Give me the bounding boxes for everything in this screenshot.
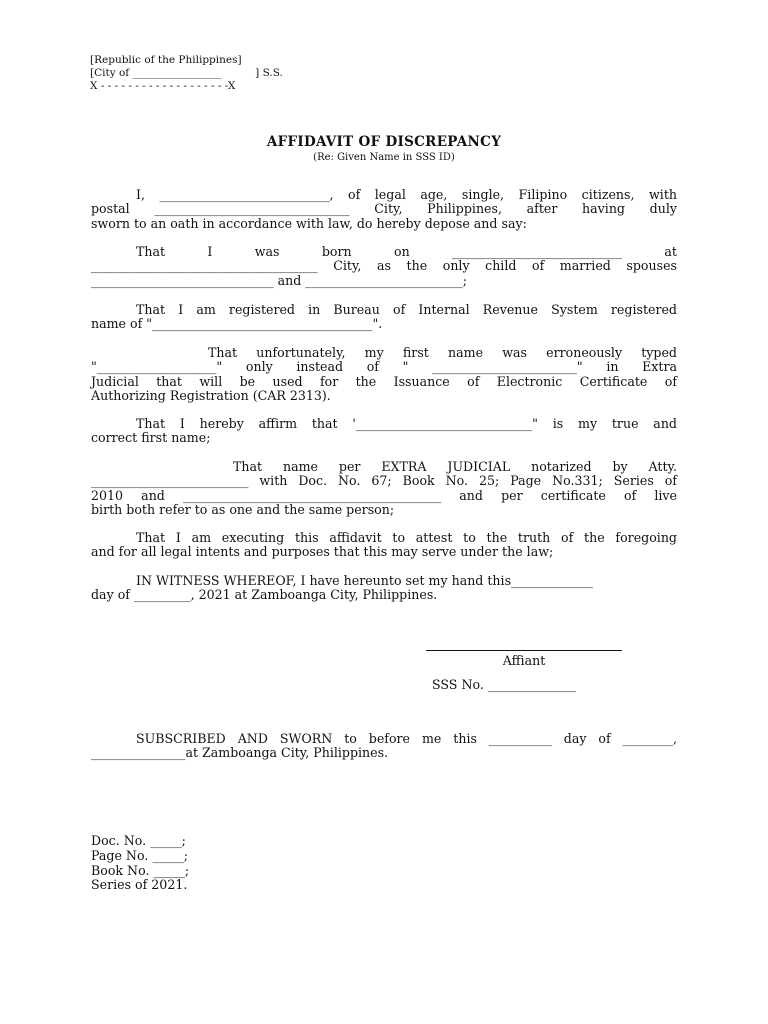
signature-line	[426, 650, 622, 651]
notarial-register-block	[91, 834, 189, 893]
intro-line-1: I, ___________________________, of legal age, single, Filipino citizens, with	[136, 187, 677, 202]
paragraph-jurat	[91, 732, 677, 761]
series-line: Series of 2021.	[91, 877, 188, 893]
paragraph-birth	[91, 245, 677, 288]
extra-judicial-line-1: That name per EXTRA JUDICIAL notarized by Atty.	[233, 459, 677, 474]
venue-header	[90, 54, 283, 93]
witness-line-1: IN WITNESS WHEREOF, I have hereunto set my hand this_____________	[136, 573, 593, 588]
erroneous-line-3: Judicial that will be used for the Issuance of Electronic Certificate of	[91, 373, 677, 389]
birth-line-2: ____________________________________ City, as the only child of married spouses	[91, 258, 677, 274]
affiant-signature-block	[426, 650, 622, 668]
paragraph-affirm	[91, 417, 677, 446]
doc-no-line: Doc. No. _____;	[91, 833, 186, 848]
executing-line-1: That I am executing this affidavit to attest to the truth of the foregoing	[136, 530, 677, 545]
republic-line: [Republic of the Philippines]	[90, 54, 242, 66]
jurat-line-1: SUBSCRIBED AND SWORN to before me this __________ day of ________,	[136, 731, 677, 746]
registered-line-2: name of "___________________________________".	[91, 316, 383, 332]
affirm-line-2: correct first name;	[91, 430, 211, 446]
paragraph-erroneous	[91, 346, 677, 403]
affiant-label: Affiant	[502, 653, 546, 668]
birth-line-3: _____________________________ and _________________________;	[91, 272, 467, 288]
erroneous-line-1: That unfortunately, my first name was erroneously typed	[208, 345, 677, 360]
document-subtitle: (Re: Given Name in SSS ID)	[313, 152, 455, 163]
witness-line-2: day of _________, 2021 at Zamboanga City, Philippines.	[91, 587, 438, 603]
page-no-line: Page No. _____;	[91, 847, 189, 863]
affirm-line-1: That I hereby affirm that '____________________________" is my true and	[136, 416, 677, 431]
erroneous-line-4: Authorizing Registration (CAR 2313).	[91, 387, 331, 403]
x-separator-line: X - - - - - - - - - - - - - - - - - - -X	[90, 80, 236, 92]
sss-number-line: SSS No. ______________	[432, 677, 576, 692]
book-no-line: Book No. _____;	[91, 862, 190, 878]
extra-judicial-line-3: 2010 and _________________________________________ and per certificate of live	[91, 487, 677, 503]
city-line: [City of _________________ ] S.S.	[90, 67, 283, 79]
intro-line-3: sworn to an oath in accordance with law, do hereby depose and say:	[91, 215, 527, 231]
paragraph-executing	[91, 531, 677, 560]
document-title: AFFIDAVIT OF DISCREPANCY	[266, 134, 502, 150]
executing-line-2: and for all legal intents and purposes that this may serve under the law;	[91, 544, 554, 560]
extra-judicial-line-4: birth both refer to as one and the same person;	[91, 501, 395, 517]
intro-line-2: postal _______________________________ City, Philippines, after having duly	[91, 201, 677, 217]
extra-judicial-line-2: _________________________ with Doc. No. 67; Book No. 25; Page No.331; Series of	[91, 473, 677, 489]
paragraph-extra-judicial	[91, 460, 677, 517]
birth-line-1: That I was born on ___________________________ at	[136, 244, 677, 259]
registered-line-1: That I am registered in Bureau of Internal Revenue System registered	[136, 302, 677, 317]
paragraph-registered	[91, 303, 677, 332]
erroneous-line-2: "___________________" only instead of " _______________________" in Extra	[91, 359, 677, 375]
jurat-line-2: _______________at Zamboanga City, Philippines.	[91, 745, 389, 761]
paragraph-witness	[91, 574, 677, 603]
paragraph-intro	[91, 188, 677, 231]
